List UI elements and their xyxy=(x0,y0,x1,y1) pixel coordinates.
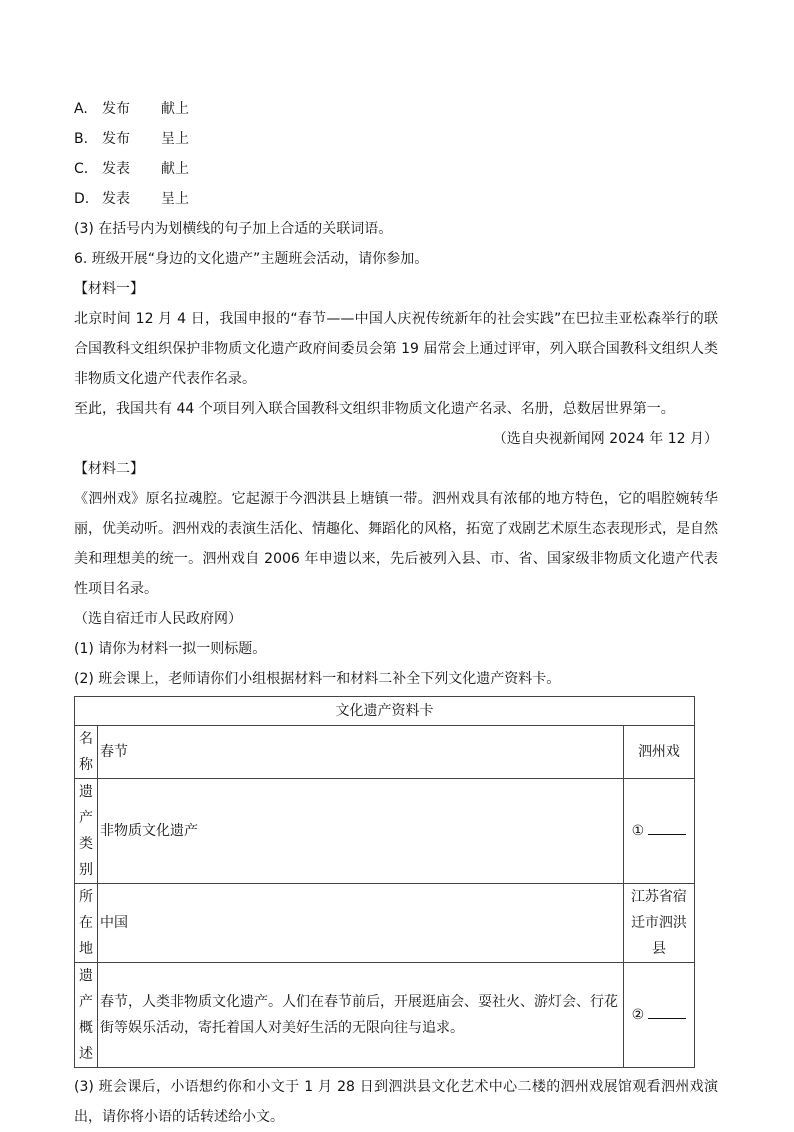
heritage-card-table xyxy=(74,696,695,1068)
material-1-source: （选自央视新闻网 2024 年 12 月） xyxy=(492,431,718,447)
card-row-category xyxy=(75,779,695,884)
option-c: C. 发表 献上 xyxy=(74,161,189,177)
document-page xyxy=(74,94,718,1132)
question-3: (3) 班会课后，小语想约你和小文于 1 月 28 日到泗洪县文化艺术中心二楼的泗州戏展馆观看泗州戏演出，请你将小语的话转述给小文。 xyxy=(74,1079,718,1125)
option-a: A. 发布 献上 xyxy=(74,101,189,117)
material-1-heading: 【材料一】 xyxy=(74,281,144,297)
material-1-paragraph-2: 至此，我国共有 44 个项目列入联合国教科文组织非物质文化遗产名录、名册，总数居世界第一。 xyxy=(74,401,675,417)
card-row-location xyxy=(75,884,695,963)
row-value-spring-festival: 非物质文化遗产 xyxy=(98,779,624,884)
blank-1-line[interactable] xyxy=(648,818,686,835)
material-2-source: （选自宿迁市人民政府网） xyxy=(74,611,242,627)
row-label: 遗产类别 xyxy=(75,779,98,884)
card-row-name xyxy=(75,726,695,779)
row-value-spring-festival: 中国 xyxy=(98,884,624,963)
card-title: 文化遗产资料卡 xyxy=(75,697,695,726)
option-b: B. 发布 呈上 xyxy=(74,131,189,147)
question-6-intro: 6. 班级开展“身边的文化遗产”主题班会活动，请你参加。 xyxy=(74,251,429,267)
options-list xyxy=(74,94,718,214)
option-d: D. 发表 呈上 xyxy=(74,191,189,207)
row-value-sizhou-opera: 泗州戏 xyxy=(623,726,694,779)
material-1-paragraph-1: 北京时间 12 月 4 日，我国申报的“春节——中国人庆祝传统新年的社会实践”在巴拉圭亚松森举行的联合国教科文组织保护非物质文化遗产政府间委员会第 19 届常会上通过评审，列入联合国教科文组织人类非物质文化遗产代表作名录。 xyxy=(74,311,718,387)
row-label: 遗产概述 xyxy=(75,963,98,1068)
blank-2-cell xyxy=(623,963,694,1068)
question-3-previous: (3) 在括号内为划横线的句子加上合适的关联词语。 xyxy=(74,221,393,237)
card-row-overview xyxy=(75,963,695,1068)
row-value-spring-festival: 春节 xyxy=(98,726,624,779)
row-label: 名称 xyxy=(75,726,98,779)
row-label: 所在地 xyxy=(75,884,98,963)
row-value-spring-festival: 春节，人类非物质文化遗产。人们在春节前后，开展逛庙会、耍社火、游灯会、行花街等娱乐活动，寄托着国人对美好生活的无限向往与追求。 xyxy=(98,963,624,1068)
question-1: (1) 请你为材料一拟一则标题。 xyxy=(74,641,267,657)
blank-1-cell xyxy=(623,779,694,884)
blank-1-number: ① xyxy=(631,823,645,839)
blank-2-number: ② xyxy=(631,1007,645,1023)
row-value-sizhou-opera: 江苏省宿迁市泗洪县 xyxy=(623,884,694,963)
material-2-paragraph: 《泗州戏》原名拉魂腔。它起源于今泗洪县上塘镇一带。泗州戏具有浓郁的地方特色，它的唱腔婉转华丽，优美动听。泗州戏的表演生活化、情趣化、舞蹈化的风格，拓宽了戏剧艺术原生态表现形式，是自然美和理想美的统一。泗州戏自 2006 年申遗以来，先后被列入县、市、省、国家级非物质文化遗产代表性项目名录。 xyxy=(74,491,718,597)
blank-2-line[interactable] xyxy=(648,1002,686,1019)
question-2: (2) 班会课上，老师请你们小组根据材料一和材料二补全下列文化遗产资料卡。 xyxy=(74,671,561,687)
material-2-heading: 【材料二】 xyxy=(74,461,144,477)
